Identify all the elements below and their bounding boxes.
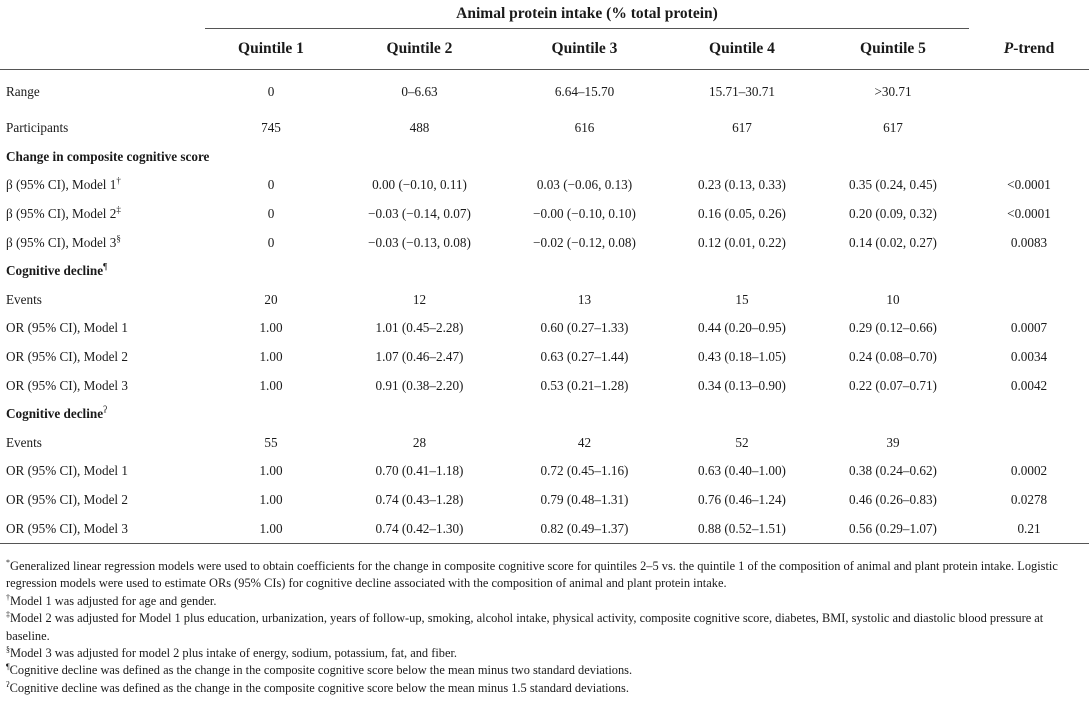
- footnote-mark: ʔ: [6, 679, 10, 689]
- section-row: [0, 400, 1089, 429]
- row-label-text: Events: [6, 291, 42, 307]
- group-header-row: [0, 0, 1089, 29]
- row-label: [0, 343, 205, 372]
- section-label-text: Cognitive decline: [6, 263, 104, 279]
- footnote-text: Model 3 was adjusted for model 2 plus intake of energy, sodium, potassium, fat, and fiber.: [10, 646, 458, 661]
- section-label-text: Cognitive decline: [6, 406, 104, 422]
- cell-q3: 0.72 (0.45–1.16): [540, 463, 629, 479]
- cell-q1: 1.00: [259, 377, 283, 393]
- table-row: [0, 371, 1089, 400]
- section-row: [0, 257, 1089, 286]
- cell-q2: 0.91 (0.38–2.20): [375, 377, 464, 393]
- cell-q1: 1.00: [259, 349, 283, 365]
- cell-q2: 0.00 (−0.10, 0.11): [372, 177, 467, 193]
- column-header-q2: Quintile 2: [337, 29, 502, 70]
- footnote-text: Generalized linear regression models were used to obtain coefficients for the change in composite cognitive score for quintiles 2–5 vs. the quintile 1 of the composition of animal and plant protein intake. Logistic regression models were used to estimate ORs (95% CIs) for cognitive decline associated with the composition of animal and plant protein intake.: [6, 559, 1058, 591]
- cell-p-trend: 0.0002: [1010, 463, 1048, 479]
- table-row: [0, 114, 1089, 143]
- cell-q1: 0: [267, 84, 275, 99]
- row-label: [0, 486, 205, 515]
- row-label-text: OR (95% CI), Model 2: [6, 349, 128, 365]
- cell-q4: 0.43 (0.18–1.05): [698, 349, 786, 365]
- p-trend-suffix: -trend: [1013, 39, 1055, 57]
- cell-q1: 20: [264, 291, 278, 307]
- table-row: [0, 457, 1089, 486]
- footnote-mark: †: [6, 592, 10, 602]
- column-header-q5: Quintile 5: [817, 29, 969, 70]
- row-label-text: β (95% CI), Model 2: [6, 206, 117, 222]
- column-header-q4: Quintile 4: [667, 29, 817, 70]
- cell-p-trend: [969, 429, 1089, 458]
- cell-q1: 745: [261, 120, 281, 136]
- table-row: [0, 286, 1089, 315]
- cell-q5: 10: [886, 291, 900, 307]
- footnote-mark: ʔ: [103, 404, 108, 415]
- footnote: [6, 662, 1084, 679]
- table-row: [0, 314, 1089, 343]
- row-label-text: Range: [6, 84, 40, 99]
- table-row: [0, 171, 1089, 200]
- cell-q2: 0.74 (0.42–1.30): [337, 514, 502, 543]
- cell-q5: 0.24 (0.08–0.70): [849, 349, 937, 365]
- footnote-mark: §: [116, 233, 121, 244]
- cell-q5: >30.71: [874, 84, 912, 99]
- table-body: [0, 70, 1089, 544]
- cell-p-trend: 0.0083: [1010, 234, 1048, 250]
- footnote-mark: †: [116, 176, 121, 187]
- row-label-text: Events: [6, 434, 42, 450]
- column-header-q1: Quintile 1: [205, 29, 337, 70]
- cell-q3: 0.03 (−0.06, 0.13): [536, 177, 633, 193]
- cell-q3: 6.64–15.70: [554, 84, 615, 99]
- footnote-text: Model 1 was adjusted for age and gender.: [10, 593, 217, 608]
- cell-q3: 0.79 (0.48–1.31): [540, 492, 629, 508]
- cell-p-trend: [969, 286, 1089, 315]
- cell-p-trend: 0.0007: [1010, 320, 1048, 336]
- footnote: [6, 645, 1084, 662]
- cell-q2: 0.74 (0.43–1.28): [375, 492, 464, 508]
- footnote-mark: ‡: [6, 610, 10, 620]
- column-header-p-trend: [969, 29, 1089, 70]
- cell-p-trend: <0.0001: [1007, 177, 1051, 193]
- cell-q4: 0.23 (0.13, 0.33): [698, 177, 786, 193]
- row-label: [0, 371, 205, 400]
- cell-q2: 0.70 (0.41–1.18): [375, 463, 464, 479]
- cell-q4: 0.63 (0.40–1.00): [698, 463, 786, 479]
- cell-q3: 0.63 (0.27–1.44): [540, 349, 629, 365]
- cell-q2: 1.01 (0.45–2.28): [375, 320, 464, 336]
- cell-q5: 0.29 (0.12–0.66): [849, 320, 937, 336]
- cell-q5: 39: [886, 434, 900, 450]
- cell-q1: 1.00: [259, 320, 283, 336]
- group-header: Animal protein intake (% total protein): [205, 0, 969, 29]
- footnote-mark: ¶: [103, 261, 108, 272]
- section-label: [0, 257, 1089, 286]
- cell-q4: 0.76 (0.46–1.24): [698, 492, 786, 508]
- cell-q4: 0.88 (0.52–1.51): [667, 514, 817, 543]
- cell-q5: 617: [883, 120, 903, 136]
- cell-q4: 52: [735, 434, 749, 450]
- footnote-text: Model 2 was adjusted for Model 1 plus education, urbanization, years of follow-up, smoking, alcohol intake, physical activity, composite cognitive score, diabetes, BMI, systolic and diastolic blood pressure at baseline.: [6, 611, 1044, 643]
- cell-q1: 0: [267, 206, 275, 222]
- cell-q5: 0.22 (0.07–0.71): [849, 377, 937, 393]
- cell-q4: 617: [732, 120, 752, 136]
- cell-q2: −0.03 (−0.13, 0.08): [368, 234, 471, 250]
- cell-q3: 616: [574, 120, 595, 136]
- footnote-mark: ‡: [116, 204, 121, 215]
- table-row: [0, 514, 1089, 543]
- cell-q5: 0.56 (0.29–1.07): [817, 514, 969, 543]
- row-label: [0, 70, 205, 115]
- column-header-q3: Quintile 3: [502, 29, 667, 70]
- row-label-text: OR (95% CI), Model 3: [6, 377, 128, 393]
- cell-q3: 0.82 (0.49–1.37): [502, 514, 667, 543]
- column-header-row: [0, 29, 1089, 70]
- cell-q4: 15: [735, 291, 749, 307]
- row-label: [0, 228, 205, 257]
- cell-q4: 0.16 (0.05, 0.26): [698, 206, 786, 222]
- row-label-text: OR (95% CI), Model 3: [6, 520, 128, 536]
- cell-q3: −0.02 (−0.12, 0.08): [533, 234, 636, 250]
- cell-p-trend: 0.0278: [1010, 492, 1048, 508]
- cell-q1: 0: [267, 234, 275, 250]
- footnote-text: Cognitive decline was defined as the change in the composite cognitive score below the mean minus 1.5 standard deviations.: [9, 680, 629, 695]
- cell-q2: 1.07 (0.46–2.47): [375, 349, 464, 365]
- cell-p-trend: [969, 70, 1089, 115]
- section-label: [0, 143, 1089, 172]
- row-label: [0, 514, 205, 543]
- cell-p-trend: 0.21: [969, 514, 1089, 543]
- row-label-text: Participants: [6, 120, 69, 136]
- cell-q5: 0.35 (0.24, 0.45): [849, 177, 937, 193]
- p-trend-italic: P: [1003, 39, 1014, 57]
- table-row: [0, 343, 1089, 372]
- table-row: [0, 228, 1089, 257]
- row-label: [0, 114, 205, 143]
- cell-q3: 13: [577, 291, 592, 307]
- row-label: [0, 200, 205, 229]
- row-label: [0, 429, 205, 458]
- cell-q3: 0.53 (0.21–1.28): [540, 377, 629, 393]
- footnote: [6, 680, 1084, 697]
- row-label-text: β (95% CI), Model 1: [6, 177, 117, 193]
- cell-q3: 0.60 (0.27–1.33): [540, 320, 629, 336]
- cell-q5: 0.46 (0.26–0.83): [849, 492, 937, 508]
- footnotes: [6, 558, 1084, 697]
- cell-q4: 15.71–30.71: [709, 84, 775, 99]
- footnote: [6, 558, 1084, 593]
- section-label: [0, 400, 1089, 429]
- row-label: [0, 286, 205, 315]
- footnote-mark: *: [6, 557, 10, 567]
- cell-q3: −0.00 (−0.10, 0.10): [533, 206, 636, 222]
- row-label-text: OR (95% CI), Model 2: [6, 492, 128, 508]
- cell-p-trend: 0.0034: [1010, 349, 1048, 365]
- footnote: [6, 610, 1084, 645]
- cell-q1: 0: [267, 177, 275, 193]
- cell-q2: 0–6.63: [401, 84, 438, 99]
- cell-q1: 1.00: [259, 463, 283, 479]
- footnote-text: Cognitive decline was defined as the change in the composite cognitive score below the mean minus two standard deviations.: [9, 663, 633, 678]
- row-label-text: β (95% CI), Model 3: [6, 234, 117, 250]
- row-label: [0, 171, 205, 200]
- section-label-text: Change in composite cognitive score: [6, 148, 210, 164]
- cell-q2: 12: [412, 291, 427, 307]
- table-row: [0, 200, 1089, 229]
- cell-p-trend: [969, 114, 1089, 143]
- row-label: [0, 457, 205, 486]
- row-label-text: OR (95% CI), Model 1: [6, 463, 128, 479]
- cell-q4: 0.12 (0.01, 0.22): [698, 234, 786, 250]
- footnote-mark: ¶: [6, 662, 10, 672]
- cell-q4: 0.44 (0.20–0.95): [698, 320, 786, 336]
- cell-p-trend: 0.0042: [1010, 377, 1048, 393]
- table-row: [0, 70, 1089, 115]
- cell-p-trend: <0.0001: [1007, 206, 1051, 222]
- cell-q1: 1.00: [259, 492, 283, 508]
- cell-q2: 488: [409, 120, 430, 136]
- footnote-mark: §: [6, 644, 10, 654]
- cell-q5: 0.14 (0.02, 0.27): [849, 234, 937, 250]
- row-label: [0, 314, 205, 343]
- cell-q5: 0.38 (0.24–0.62): [849, 463, 937, 479]
- table-row: [0, 429, 1089, 458]
- footnote: [6, 593, 1084, 610]
- section-row: [0, 143, 1089, 172]
- row-label-text: OR (95% CI), Model 1: [6, 320, 128, 336]
- cell-q3: 42: [577, 434, 592, 450]
- cell-q1: 1.00: [205, 514, 337, 543]
- cell-q2: −0.03 (−0.14, 0.07): [368, 206, 471, 222]
- cell-q1: 55: [264, 434, 278, 450]
- table-row: [0, 486, 1089, 515]
- cell-q5: 0.20 (0.09, 0.32): [849, 206, 937, 222]
- cell-q2: 28: [412, 434, 427, 450]
- cell-q4: 0.34 (0.13–0.90): [698, 377, 786, 393]
